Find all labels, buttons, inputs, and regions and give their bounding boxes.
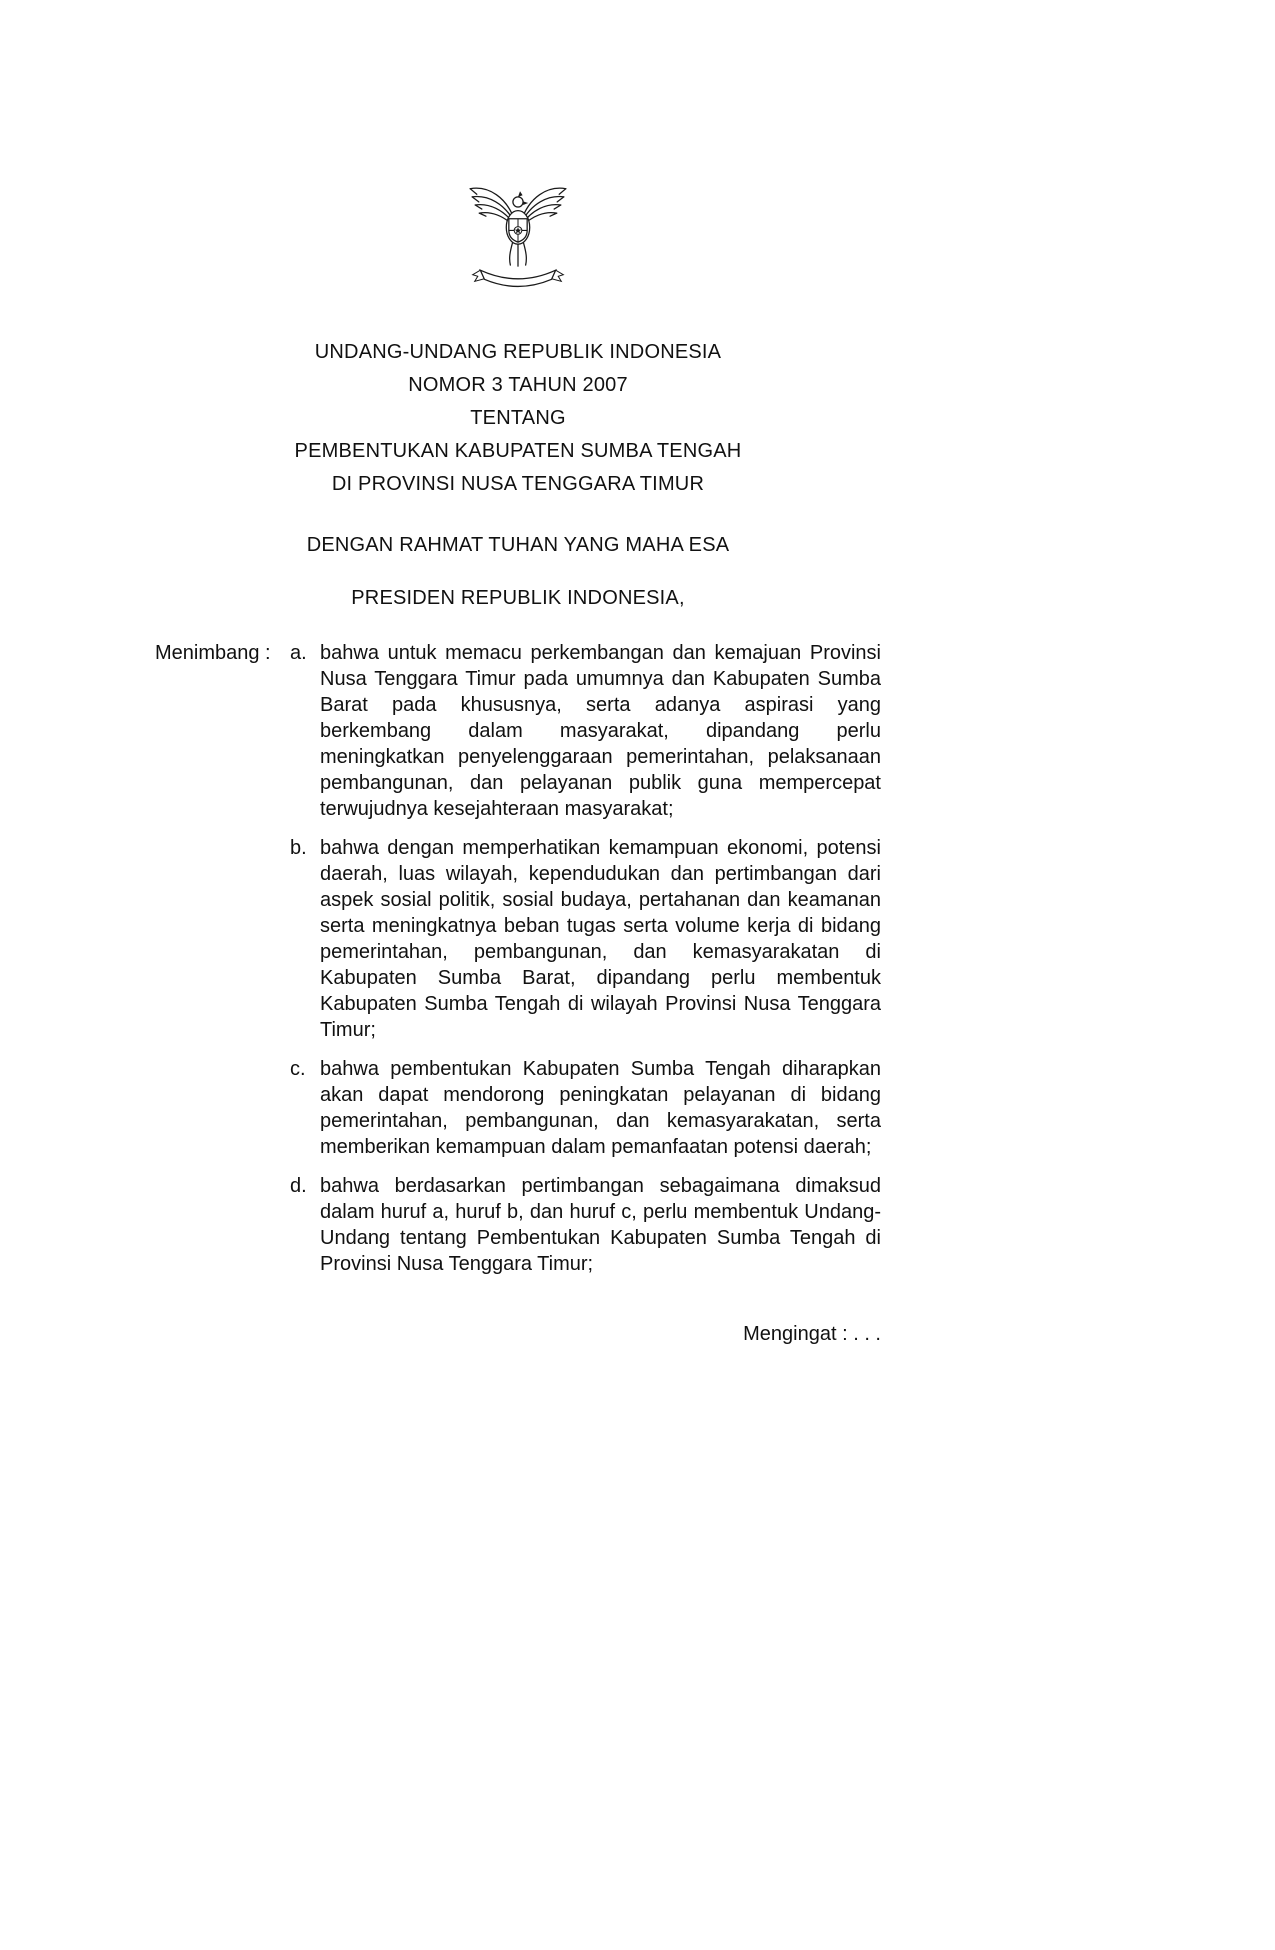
- invocation-line: DENGAN RAHMAT TUHAN YANG MAHA ESA: [306, 534, 730, 556]
- item-letter-d: d.: [290, 1175, 307, 1197]
- title-line-1: UNDANG-UNDANG REPUBLIK INDONESIA: [314, 341, 722, 363]
- title-line-2: NOMOR 3 TAHUN 2007: [408, 374, 628, 396]
- title-line-4: PEMBENTUKAN KABUPATEN SUMBA TENGAH: [294, 440, 742, 462]
- item-text-d: bahwa berdasarkan pertimbangan sebagaimana dimaksud dalam huruf a, huruf b, dan huruf c, perlu membentuk Undang-Undang tentang Pembentukan Kabupaten Sumba Tengah di Provinsi Nusa Tenggara Timur;: [320, 1175, 881, 1275]
- considering-label-spacer: [155, 1173, 290, 1277]
- title-line-5: DI PROVINSI NUSA TENGGARA TIMUR: [331, 473, 705, 495]
- title-line-3: TENTANG: [470, 407, 566, 429]
- document-content-column: [155, 0, 881, 1346]
- item-text-c: bahwa pembentukan Kabupaten Sumba Tengah diharapkan akan dapat mendorong peningkatan pelayanan di bidang pemerintahan, pembangunan, dan kemasyarakatan, serta memberikan kemampuan dalam pemanfaatan potensi daerah;: [320, 1058, 881, 1158]
- garuda-pancasila-icon: [462, 170, 574, 298]
- considering-item-c: [155, 1056, 881, 1160]
- catchword-mengingat: Mengingat : . . .: [743, 1323, 881, 1345]
- considering-label-spacer: [155, 835, 290, 1043]
- considering-item-b: [155, 835, 881, 1043]
- item-letter-b: b.: [290, 837, 307, 859]
- considering-section: [155, 640, 881, 1277]
- garuda-pancasila-emblem: [462, 168, 574, 300]
- document-title-block: [155, 336, 881, 501]
- considering-label-spacer: [155, 1056, 290, 1160]
- item-letter-a: a.: [290, 642, 307, 664]
- item-text-a: bahwa untuk memacu perkembangan dan kemajuan Provinsi Nusa Tenggara Timur pada umumnya dan Kabupaten Sumba Barat pada khususnya, serta adanya aspirasi yang berkembang dalam masyarakat, dipandang perlu meningkatkan penyelenggaraan pemerintahan, pelaksanaan pembangunan, dan pelayanan publik guna mempercepat terwujudnya kesejahteraan masyarakat;: [320, 642, 881, 820]
- item-letter-c: c.: [290, 1058, 306, 1080]
- considering-item-a: [155, 640, 881, 822]
- item-text-b: bahwa dengan memperhatikan kemampuan ekonomi, potensi daerah, luas wilayah, kependudukan dan pertimbangan dari aspek sosial politik, sosial budaya, pertahanan dan keamanan serta meningkatnya beban tugas serta volume kerja di bidang pemerintahan, pembangunan, dan kemasyarakatan di Kabupaten Sumba Barat, dipandang perlu membentuk Kabupaten Sumba Tengah di wilayah Provinsi Nusa Tenggara Timur;: [320, 837, 881, 1041]
- authority-line: PRESIDEN REPUBLIK INDONESIA,: [351, 587, 685, 609]
- considering-item-d: [155, 1173, 881, 1277]
- considering-label: Menimbang :: [155, 642, 271, 664]
